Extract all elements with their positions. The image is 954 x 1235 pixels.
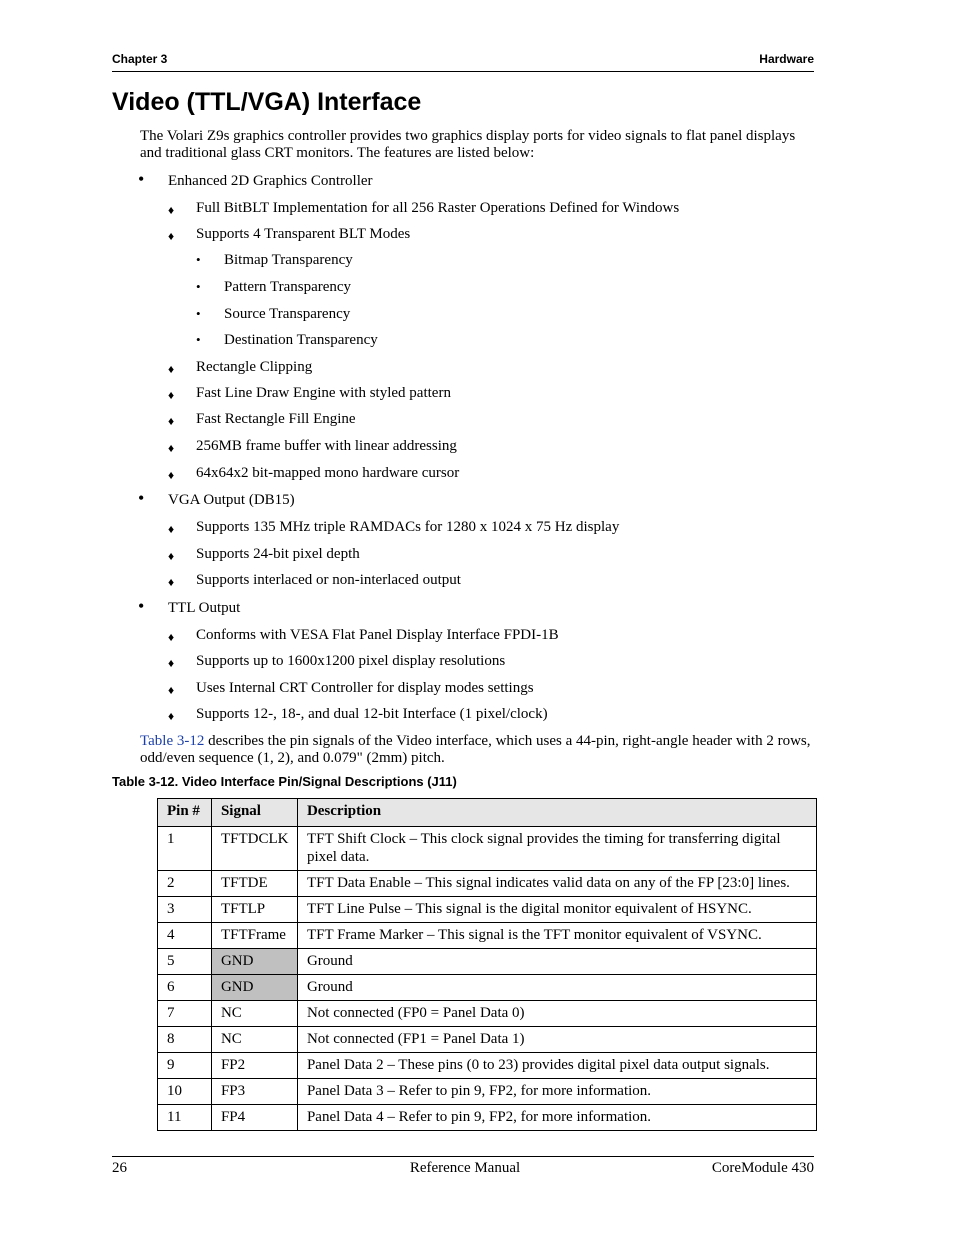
table-caption: Table 3-12. Video Interface Pin/Signal Descriptions (J11) [112,774,457,789]
list-item [168,705,548,723]
table-row [158,827,817,871]
pin-cell: 6 [158,975,212,1001]
signal-cell: FP2 [211,1053,297,1079]
diamond-bullet-icon: ♦ [168,630,175,644]
list-item-text: Supports 12-, 18-, and dual 12-bit Interface (1 pixel/clock) [196,706,548,722]
list-item [138,488,295,509]
list-item [168,199,680,217]
diamond-bullet-icon: ♦ [168,549,175,563]
small-bullet-icon: • [196,332,201,347]
signal-cell: FP3 [211,1079,297,1105]
diamond-bullet-icon: ♦ [168,441,175,455]
column-header-description: Description [297,799,816,827]
table-row [158,1027,817,1053]
diamond-bullet-icon: ♦ [168,362,175,376]
signal-cell: TFTDE [211,871,297,897]
signal-cell: NC [211,1027,297,1053]
pin-cell: 8 [158,1027,212,1053]
diamond-bullet-icon: ♦ [168,388,175,402]
signal-cell: TFTFrame [211,923,297,949]
bullet-icon: • [138,596,145,616]
table-row [158,975,817,1001]
list-item [168,571,461,589]
list-item-text: Supports up to 1600x1200 pixel display resolutions [196,653,506,669]
footer-rule [112,1156,814,1157]
footer-product-name: CoreModule 430 [711,1160,814,1176]
list-item-text: TTL Output [168,600,241,616]
list-item [196,251,353,269]
description-cell: Not connected (FP1 = Panel Data 1) [297,1027,816,1053]
list-item [168,410,356,428]
description-cell: Not connected (FP0 = Panel Data 0) [297,1001,816,1027]
signal-cell: GND [211,975,297,1001]
signal-cell: GND [211,949,297,975]
description-cell: Ground [297,975,816,1001]
list-item [138,596,241,617]
list-item-text: Uses Internal CRT Controller for display modes settings [196,680,534,696]
list-item-text: Supports 4 Transparent BLT Modes [196,226,411,242]
list-item [168,679,534,697]
list-item [168,518,620,536]
table-reference-paragraph [140,733,812,767]
list-item [168,464,460,482]
list-item-text: VGA Output (DB15) [168,492,295,508]
list-item-text: Supports 135 MHz triple RAMDACs for 1280 x 1024 x 75 Hz display [196,519,620,535]
diamond-bullet-icon: ♦ [168,522,175,536]
list-item-text: Fast Rectangle Fill Engine [196,411,356,427]
list-item [168,545,360,563]
table-row [158,1079,817,1105]
list-item [138,169,373,190]
list-item-text: Fast Line Draw Engine with styled pattern [196,385,451,401]
table-header-row [158,799,817,827]
list-item-text: Pattern Transparency [224,279,352,295]
table-row [158,949,817,975]
description-cell: TFT Line Pulse – This signal is the digital monitor equivalent of HSYNC. [297,897,816,923]
description-cell: TFT Shift Clock – This clock signal provides the timing for transferring digital pixel data. [297,827,816,871]
list-item [196,278,352,296]
intro-paragraph: The Volari Z9s graphics controller provides two graphics display ports for video signals to flat panel displays and traditional glass CRT monitors. The features are listed below: [140,128,796,161]
list-item [196,331,378,349]
diamond-bullet-icon: ♦ [168,468,175,482]
table-row [158,871,817,897]
list-item-text: Destination Transparency [224,332,378,348]
list-item [168,437,457,455]
list-item-text: Enhanced 2D Graphics Controller [168,173,373,189]
list-item [196,305,351,323]
signal-cell: TFTDCLK [211,827,297,871]
signal-cell: TFTLP [211,897,297,923]
list-item [168,384,451,402]
description-cell: Panel Data 3 – Refer to pin 9, FP2, for more information. [297,1079,816,1105]
description-cell: Panel Data 4 – Refer to pin 9, FP2, for more information. [297,1105,816,1131]
list-item-text: Rectangle Clipping [196,359,313,375]
pin-cell: 1 [158,827,212,871]
list-item [168,652,506,670]
pin-cell: 4 [158,923,212,949]
list-item [168,225,411,243]
list-item-text: Supports interlaced or non-interlaced output [196,572,461,588]
table-row [158,1053,817,1079]
running-header-chapter: Chapter 3 [112,52,168,66]
diamond-bullet-icon: ♦ [168,229,175,243]
header-rule [112,71,814,72]
diamond-bullet-icon: ♦ [168,414,175,428]
description-cell: TFT Frame Marker – This signal is the TFT monitor equivalent of VSYNC. [297,923,816,949]
table-row [158,897,817,923]
list-item-text: 256MB frame buffer with linear addressing [196,438,457,454]
diamond-bullet-icon: ♦ [168,656,175,670]
list-item-text: 64x64x2 bit-mapped mono hardware cursor [196,465,460,481]
list-item-text: Supports 24-bit pixel depth [196,546,360,562]
pin-cell: 3 [158,897,212,923]
small-bullet-icon: • [196,279,201,294]
small-bullet-icon: • [196,306,201,321]
footer-document-name: Reference Manual [409,1160,521,1176]
list-item-text: Source Transparency [224,306,351,322]
pin-cell: 7 [158,1001,212,1027]
diamond-bullet-icon: ♦ [168,575,175,589]
small-bullet-icon: • [196,252,201,267]
pin-cell: 11 [158,1105,212,1131]
pin-cell: 2 [158,871,212,897]
description-cell: TFT Data Enable – This signal indicates valid data on any of the FP [23:0] lines. [297,871,816,897]
diamond-bullet-icon: ♦ [168,709,175,723]
list-item-text: Conforms with VESA Flat Panel Display Interface FPDI-1B [196,627,559,643]
table-reference-text: describes the pin signals of the Video interface, which uses a 44-pin, right-angle header with 2 rows, odd/even sequence (1, 2), and 0.079" (2mm) pitch. [140,733,811,766]
pin-cell: 10 [158,1079,212,1105]
signal-cell: FP4 [211,1105,297,1131]
list-item-text: Bitmap Transparency [224,252,353,268]
pin-cell: 9 [158,1053,212,1079]
description-cell: Ground [297,949,816,975]
list-item-text: Full BitBLT Implementation for all 256 Raster Operations Defined for Windows [196,200,680,216]
list-item [168,626,559,644]
signal-cell: NC [211,1001,297,1027]
table-link[interactable]: Table 3-12 [140,733,205,749]
pin-cell: 5 [158,949,212,975]
pin-signal-table [157,798,817,1131]
list-item [168,358,313,376]
bullet-icon: • [138,169,145,189]
running-header-section: Hardware [759,52,814,66]
diamond-bullet-icon: ♦ [168,683,175,697]
table-row [158,923,817,949]
section-title: Video (TTL/VGA) Interface [112,88,422,116]
table-row [158,1105,817,1131]
bullet-icon: • [138,488,145,508]
page-number: 26 [112,1160,127,1176]
column-header-signal: Signal [211,799,297,827]
description-cell: Panel Data 2 – These pins (0 to 23) provides digital pixel data output signals. [297,1053,816,1079]
column-header-pin: Pin # [158,799,212,827]
table-row [158,1001,817,1027]
diamond-bullet-icon: ♦ [168,203,175,217]
